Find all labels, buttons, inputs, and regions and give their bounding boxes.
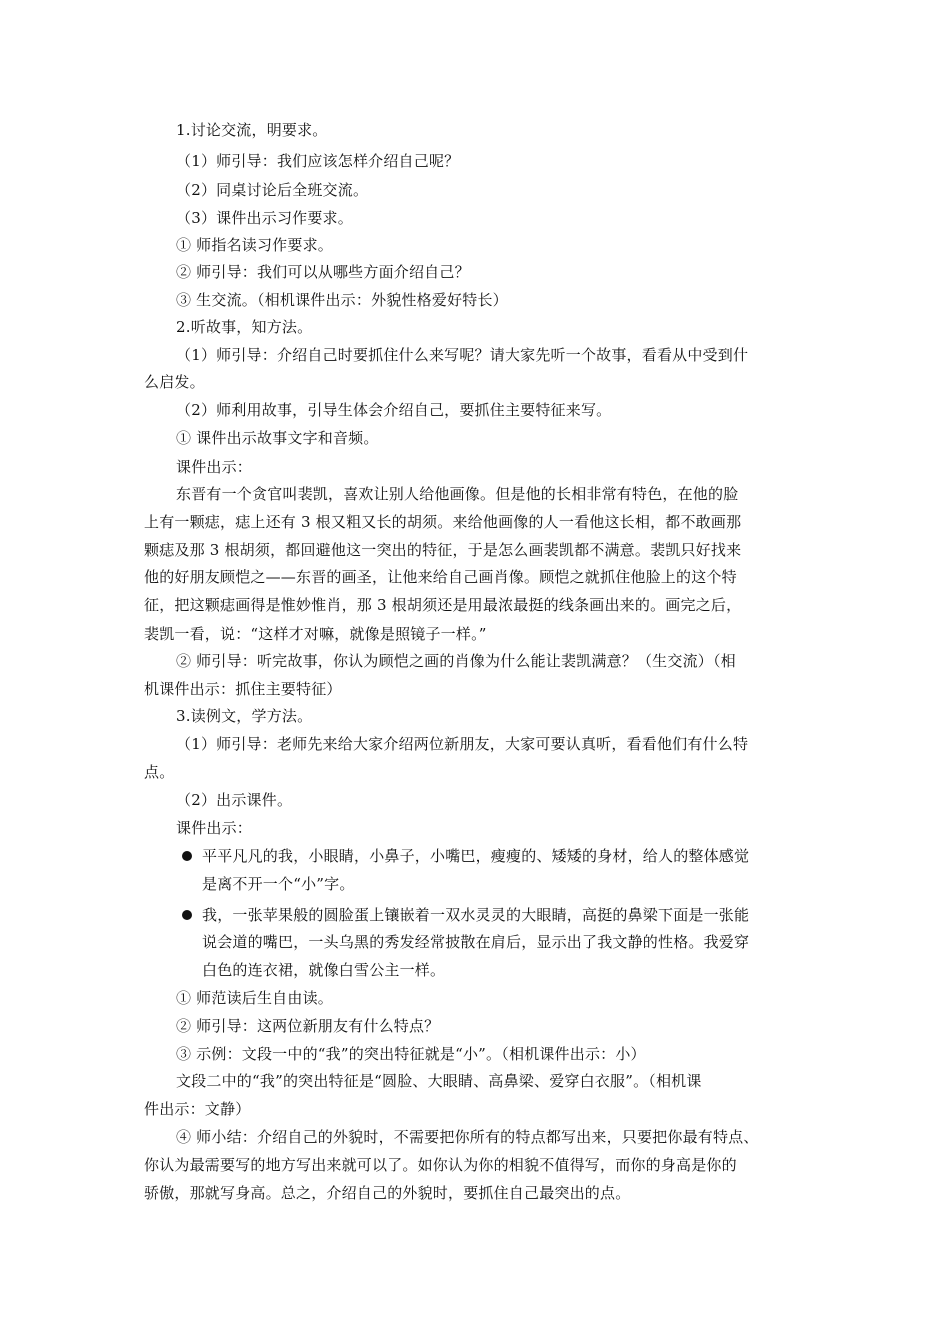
bullet-item-line: 平平凡凡的我，小眼睛，小鼻子，小嘴巴，瘦瘦的、矮矮的身材，给人的整体感觉: [202, 847, 750, 865]
paragraph-line: 机课件出示：抓住主要特征）: [144, 680, 342, 698]
story-line: 他的好朋友顾恺之——东晋的画圣，让他来给自己画肖像。顾恺之就抓住他脸上的这个特: [144, 568, 737, 586]
paragraph-line: ① 课件出示故事文字和音频。: [176, 429, 379, 447]
paragraph-line: （3）课件出示习作要求。: [176, 209, 353, 227]
paragraph-line: 文段二中的“我”的突出特征是“圆脸、大眼睛、高鼻梁、爱穿白衣服”。（相机课: [176, 1072, 702, 1090]
paragraph-line: ② 师引导：我们可以从哪些方面介绍自己？: [176, 263, 470, 281]
story-line: 颗痣及那 3 根胡须，都回避他这一突出的特征，于是怎么画裴凯都不满意。裴凯只好找来: [144, 541, 742, 559]
bullet-icon: [182, 910, 192, 920]
bullet-item-line: 白色的连衣裙，就像白雪公主一样。: [202, 961, 446, 979]
paragraph-line: （2）同桌讨论后全班交流。: [176, 181, 369, 199]
step-heading-1: 1.讨论交流，明要求。: [176, 121, 328, 139]
paragraph-line: ④ 师小结：介绍自己的外貌时，不需要把你所有的特点都写出来，只要把你最有特点、: [176, 1128, 759, 1146]
paragraph-line: （1）师引导：介绍自己时要抓住什么来写呢？请大家先听一个故事，看看从中受到什: [176, 346, 749, 364]
story-line: 上有一颗痣，痣上还有 3 根又粗又长的胡须。来给他画像的人一看他这长相，都不敢画那: [144, 513, 742, 531]
paragraph-line: 课件出示：: [176, 819, 253, 837]
paragraph-line: ③ 示例：文段一中的“我”的突出特征就是“小”。（相机课件出示：小）: [176, 1045, 646, 1063]
paragraph-line: （2）师利用故事，引导生体会介绍自己，要抓住主要特征来写。: [176, 401, 612, 419]
bullet-item-line: 我，一张苹果般的圆脸蛋上镶嵌着一双水灵灵的大眼睛，高挺的鼻梁下面是一张能: [202, 906, 750, 924]
paragraph-line: 么启发。: [144, 373, 205, 391]
bullet-icon: [182, 851, 192, 861]
paragraph-line: ② 师引导：听完故事，你认为顾恺之画的肖像为什么能让裴凯满意？（生交流）（相: [176, 652, 736, 670]
story-line: 征，把这颗痣画得是惟妙惟肖，那 3 根胡须还是用最浓最挺的线条画出来的。画完之后，: [144, 596, 742, 614]
bullet-item-line: 是离不开一个“小”字。: [202, 875, 355, 893]
step-heading-2: 2.听故事，知方法。: [176, 318, 313, 336]
paragraph-line: ① 师指名读习作要求。: [176, 236, 333, 254]
bullet-item-line: 说会道的嘴巴，一头乌黑的秀发经常披散在肩后，显示出了我文静的性格。我爱穿: [202, 933, 750, 951]
paragraph-line: ② 师引导：这两位新朋友有什么特点？: [176, 1017, 440, 1035]
paragraph-line: 骄傲，那就写身高。总之，介绍自己的外貌时，要抓住自己最突出的点。: [144, 1184, 631, 1202]
story-line: 东晋有一个贪官叫裴凯，喜欢让别人给他画像。但是他的长相非常有特色，在他的脸: [176, 485, 739, 503]
paragraph-line: ① 师范读后生自由读。: [176, 989, 333, 1007]
paragraph-line: 课件出示：: [176, 458, 253, 476]
paragraph-line: （1）师引导：老师先来给大家介绍两位新朋友，大家可要认真听，看看他们有什么特: [176, 735, 749, 753]
paragraph-line: 件出示：文静）: [144, 1100, 251, 1118]
paragraph-line: ③ 生交流。（相机课件出示：外貌性格爱好特长）: [176, 291, 508, 309]
paragraph-line: 点。: [144, 763, 175, 781]
step-heading-3: 3.读例文，学方法。: [176, 707, 313, 725]
paragraph-line: （1）师引导：我们应该怎样介绍自己呢？: [176, 152, 460, 170]
story-line: 裴凯一看，说：“这样才对嘛，就像是照镜子一样。”: [144, 625, 487, 643]
paragraph-line: 你认为最需要写的地方写出来就可以了。如你认为你的相貌不值得写，而你的身高是你的: [144, 1156, 737, 1174]
paragraph-line: （2）出示课件。: [176, 791, 293, 809]
